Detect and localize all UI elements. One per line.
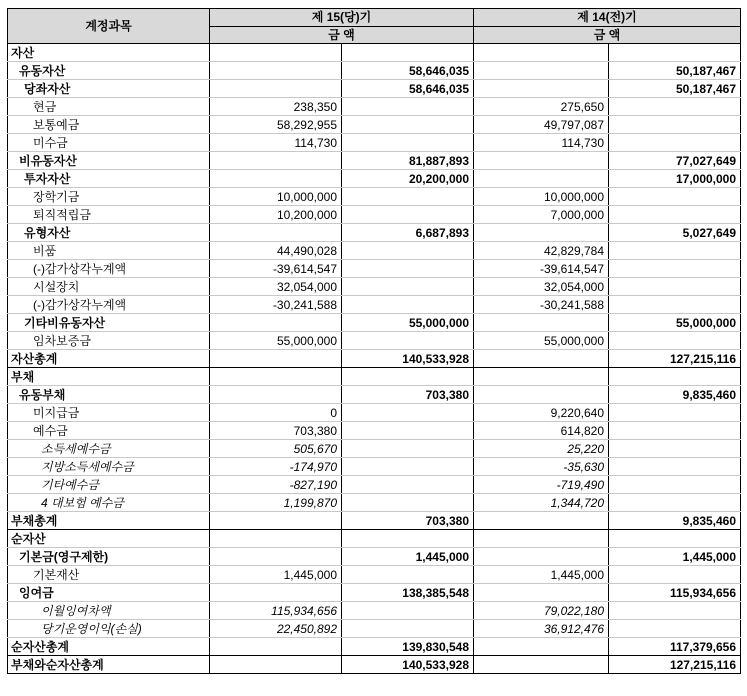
previous-subtotal-amount <box>609 188 741 206</box>
previous-detail-amount <box>474 548 609 566</box>
previous-detail-amount <box>474 368 609 386</box>
account-name-cell: 투자자산 <box>8 170 210 188</box>
previous-subtotal-amount: 77,027,649 <box>609 152 741 170</box>
previous-detail-amount <box>474 224 609 242</box>
account-name-cell: 4 대보험 예수금 <box>8 494 210 512</box>
table-row <box>8 278 741 296</box>
table-row <box>8 152 741 170</box>
current-subtotal-amount: 138,385,548 <box>342 584 474 602</box>
table-row <box>8 98 741 116</box>
current-detail-amount: 55,000,000 <box>210 332 342 350</box>
current-detail-amount <box>210 512 342 530</box>
table-row <box>8 620 741 638</box>
balance-sheet <box>7 8 740 674</box>
account-name-cell: 장학기금 <box>8 188 210 206</box>
current-subtotal-amount: 1,445,000 <box>342 548 474 566</box>
previous-detail-amount <box>474 170 609 188</box>
previous-subtotal-amount: 9,835,460 <box>609 512 741 530</box>
table-row <box>8 566 741 584</box>
account-name-cell: (-)감가상각누계액 <box>8 260 210 278</box>
current-subtotal-amount <box>342 188 474 206</box>
current-subtotal-amount: 703,380 <box>342 386 474 404</box>
account-header: 계정과목 <box>8 9 210 44</box>
table-row <box>8 494 741 512</box>
account-name-cell: 부채총계 <box>8 512 210 530</box>
previous-subtotal-amount <box>609 368 741 386</box>
account-name-cell: (-)감가상각누계액 <box>8 296 210 314</box>
current-detail-amount: 44,490,028 <box>210 242 342 260</box>
table-row <box>8 548 741 566</box>
account-name-cell: 미지급금 <box>8 404 210 422</box>
current-subtotal-amount <box>342 278 474 296</box>
previous-detail-amount: 25,220 <box>474 440 609 458</box>
current-subtotal-amount <box>342 332 474 350</box>
table-row <box>8 44 741 62</box>
previous-subtotal-amount: 9,835,460 <box>609 386 741 404</box>
previous-detail-amount <box>474 584 609 602</box>
previous-detail-amount: 1,445,000 <box>474 566 609 584</box>
table-row <box>8 188 741 206</box>
previous-detail-amount: 114,730 <box>474 134 609 152</box>
current-subtotal-amount <box>342 404 474 422</box>
account-name-cell: 당좌자산 <box>8 80 210 98</box>
table-row <box>8 116 741 134</box>
previous-detail-amount: 9,220,640 <box>474 404 609 422</box>
previous-subtotal-amount <box>609 566 741 584</box>
table-row <box>8 242 741 260</box>
previous-detail-amount <box>474 512 609 530</box>
previous-subtotal-amount <box>609 296 741 314</box>
current-detail-amount <box>210 62 342 80</box>
current-period-header: 제 15(당)기 <box>210 9 474 27</box>
account-name-cell: 현금 <box>8 98 210 116</box>
total-row <box>8 512 741 530</box>
previous-detail-amount <box>474 530 609 548</box>
previous-subtotal-amount <box>609 44 741 62</box>
current-subtotal-amount <box>342 458 474 476</box>
current-detail-amount <box>210 368 342 386</box>
previous-subtotal-amount: 115,934,656 <box>609 584 741 602</box>
current-subtotal-amount <box>342 620 474 638</box>
current-detail-amount <box>210 224 342 242</box>
account-name-cell: 기타예수금 <box>8 476 210 494</box>
previous-subtotal-amount: 127,215,116 <box>609 656 741 674</box>
previous-amount-header: 금 액 <box>474 26 741 44</box>
table-row <box>8 458 741 476</box>
account-name-cell: 기타비유동자산 <box>8 314 210 332</box>
previous-subtotal-amount <box>609 98 741 116</box>
table-row <box>8 332 741 350</box>
current-detail-amount: 238,350 <box>210 98 342 116</box>
current-detail-amount: 10,000,000 <box>210 188 342 206</box>
table-row <box>8 260 741 278</box>
previous-detail-amount: 275,650 <box>474 98 609 116</box>
current-subtotal-amount <box>342 566 474 584</box>
current-subtotal-amount <box>342 602 474 620</box>
table-body <box>8 44 741 674</box>
previous-detail-amount: 42,829,784 <box>474 242 609 260</box>
current-subtotal-amount <box>342 530 474 548</box>
previous-subtotal-amount: 50,187,467 <box>609 62 741 80</box>
current-detail-amount: 1,445,000 <box>210 566 342 584</box>
previous-detail-amount: 55,000,000 <box>474 332 609 350</box>
previous-detail-amount <box>474 386 609 404</box>
current-subtotal-amount: 6,687,893 <box>342 224 474 242</box>
current-detail-amount <box>210 656 342 674</box>
current-subtotal-amount <box>342 116 474 134</box>
table-row <box>8 62 741 80</box>
previous-detail-amount: 32,054,000 <box>474 278 609 296</box>
current-detail-amount <box>210 548 342 566</box>
account-name-cell: 기본재산 <box>8 566 210 584</box>
current-detail-amount: -174,970 <box>210 458 342 476</box>
current-subtotal-amount <box>342 494 474 512</box>
table-row <box>8 296 741 314</box>
current-subtotal-amount <box>342 368 474 386</box>
account-name-cell: 지방소득세예수금 <box>8 458 210 476</box>
account-name-cell: 순자산총계 <box>8 638 210 656</box>
previous-subtotal-amount <box>609 440 741 458</box>
table-row <box>8 602 741 620</box>
previous-subtotal-amount <box>609 494 741 512</box>
current-detail-amount <box>210 530 342 548</box>
table-row <box>8 422 741 440</box>
account-name-cell: 순자산 <box>8 530 210 548</box>
previous-subtotal-amount <box>609 332 741 350</box>
current-subtotal-amount <box>342 440 474 458</box>
total-row <box>8 350 741 368</box>
previous-detail-amount: -35,630 <box>474 458 609 476</box>
previous-subtotal-amount <box>609 260 741 278</box>
previous-detail-amount <box>474 314 609 332</box>
previous-subtotal-amount: 117,379,656 <box>609 638 741 656</box>
previous-detail-amount: -30,241,588 <box>474 296 609 314</box>
current-detail-amount <box>210 44 342 62</box>
table-row <box>8 224 741 242</box>
account-name-cell: 유형자산 <box>8 224 210 242</box>
total-row <box>8 638 741 656</box>
previous-subtotal-amount <box>609 134 741 152</box>
current-subtotal-amount <box>342 476 474 494</box>
previous-detail-amount: 1,344,720 <box>474 494 609 512</box>
account-name-cell: 유동부채 <box>8 386 210 404</box>
current-detail-amount: 0 <box>210 404 342 422</box>
current-subtotal-amount: 139,830,548 <box>342 638 474 656</box>
previous-subtotal-amount <box>609 530 741 548</box>
account-name-cell: 부채 <box>8 368 210 386</box>
current-subtotal-amount <box>342 98 474 116</box>
account-name-cell: 유동자산 <box>8 62 210 80</box>
current-detail-amount <box>210 314 342 332</box>
previous-detail-amount: -719,490 <box>474 476 609 494</box>
previous-detail-amount: 614,820 <box>474 422 609 440</box>
previous-subtotal-amount: 17,000,000 <box>609 170 741 188</box>
current-subtotal-amount: 58,646,035 <box>342 62 474 80</box>
current-subtotal-amount: 703,380 <box>342 512 474 530</box>
current-detail-amount <box>210 584 342 602</box>
current-detail-amount: 114,730 <box>210 134 342 152</box>
previous-detail-amount <box>474 152 609 170</box>
current-subtotal-amount <box>342 260 474 278</box>
account-name-cell: 퇴직적립금 <box>8 206 210 224</box>
table-row <box>8 134 741 152</box>
account-name-cell: 미수금 <box>8 134 210 152</box>
account-name-cell: 이월잉여차액 <box>8 602 210 620</box>
table-row <box>8 80 741 98</box>
current-subtotal-amount <box>342 422 474 440</box>
current-detail-amount <box>210 638 342 656</box>
previous-subtotal-amount <box>609 242 741 260</box>
account-name-cell: 보통예금 <box>8 116 210 134</box>
table-row <box>8 206 741 224</box>
table-row <box>8 170 741 188</box>
total-row <box>8 656 741 674</box>
current-detail-amount: 703,380 <box>210 422 342 440</box>
current-subtotal-amount <box>342 44 474 62</box>
current-subtotal-amount <box>342 242 474 260</box>
table-row <box>8 584 741 602</box>
account-name-cell: 비유동자산 <box>8 152 210 170</box>
current-detail-amount: 22,450,892 <box>210 620 342 638</box>
previous-subtotal-amount: 50,187,467 <box>609 80 741 98</box>
current-detail-amount <box>210 350 342 368</box>
previous-period-header: 제 14(전)기 <box>474 9 741 27</box>
previous-subtotal-amount: 5,027,649 <box>609 224 741 242</box>
current-detail-amount <box>210 152 342 170</box>
current-detail-amount <box>210 80 342 98</box>
table-row <box>8 404 741 422</box>
account-name-cell: 자산총계 <box>8 350 210 368</box>
current-detail-amount: 10,200,000 <box>210 206 342 224</box>
current-subtotal-amount <box>342 296 474 314</box>
table-row <box>8 368 741 386</box>
current-subtotal-amount: 20,200,000 <box>342 170 474 188</box>
previous-subtotal-amount <box>609 404 741 422</box>
previous-subtotal-amount <box>609 602 741 620</box>
current-subtotal-amount: 81,887,893 <box>342 152 474 170</box>
table-row <box>8 314 741 332</box>
account-name-cell: 시설장치 <box>8 278 210 296</box>
table-header <box>8 9 741 44</box>
previous-detail-amount <box>474 350 609 368</box>
current-detail-amount: -827,190 <box>210 476 342 494</box>
previous-subtotal-amount <box>609 620 741 638</box>
account-name-cell: 비품 <box>8 242 210 260</box>
previous-subtotal-amount <box>609 116 741 134</box>
previous-detail-amount <box>474 62 609 80</box>
current-subtotal-amount <box>342 134 474 152</box>
current-detail-amount: -39,614,547 <box>210 260 342 278</box>
table-row <box>8 476 741 494</box>
account-name-cell: 기본금(영구제한) <box>8 548 210 566</box>
current-subtotal-amount: 58,646,035 <box>342 80 474 98</box>
current-detail-amount: 58,292,955 <box>210 116 342 134</box>
account-name-cell: 소득세예수금 <box>8 440 210 458</box>
account-name-cell: 예수금 <box>8 422 210 440</box>
current-subtotal-amount: 55,000,000 <box>342 314 474 332</box>
current-subtotal-amount <box>342 206 474 224</box>
statement-table <box>7 8 741 674</box>
account-name-cell: 자산 <box>8 44 210 62</box>
current-detail-amount <box>210 386 342 404</box>
previous-subtotal-amount: 1,445,000 <box>609 548 741 566</box>
current-subtotal-amount: 140,533,928 <box>342 350 474 368</box>
previous-detail-amount: 10,000,000 <box>474 188 609 206</box>
current-detail-amount: 115,934,656 <box>210 602 342 620</box>
current-detail-amount: 505,670 <box>210 440 342 458</box>
previous-detail-amount: -39,614,547 <box>474 260 609 278</box>
previous-subtotal-amount <box>609 458 741 476</box>
account-name-cell: 부채와순자산총계 <box>8 656 210 674</box>
current-subtotal-amount: 140,533,928 <box>342 656 474 674</box>
account-name-cell: 임차보증금 <box>8 332 210 350</box>
current-detail-amount: 32,054,000 <box>210 278 342 296</box>
previous-detail-amount <box>474 80 609 98</box>
account-name-cell: 잉여금 <box>8 584 210 602</box>
table-row <box>8 386 741 404</box>
previous-subtotal-amount <box>609 422 741 440</box>
previous-detail-amount: 36,912,476 <box>474 620 609 638</box>
current-detail-amount: -30,241,588 <box>210 296 342 314</box>
current-amount-header: 금 액 <box>210 26 474 44</box>
previous-detail-amount: 79,022,180 <box>474 602 609 620</box>
current-detail-amount <box>210 170 342 188</box>
previous-detail-amount <box>474 638 609 656</box>
previous-subtotal-amount <box>609 206 741 224</box>
previous-subtotal-amount: 127,215,116 <box>609 350 741 368</box>
account-name-cell: 당기운영이익(손실) <box>8 620 210 638</box>
previous-subtotal-amount <box>609 476 741 494</box>
table-row <box>8 440 741 458</box>
previous-detail-amount: 7,000,000 <box>474 206 609 224</box>
previous-detail-amount <box>474 656 609 674</box>
current-detail-amount: 1,199,870 <box>210 494 342 512</box>
table-row <box>8 530 741 548</box>
previous-subtotal-amount: 55,000,000 <box>609 314 741 332</box>
previous-detail-amount <box>474 44 609 62</box>
previous-detail-amount: 49,797,087 <box>474 116 609 134</box>
previous-subtotal-amount <box>609 278 741 296</box>
